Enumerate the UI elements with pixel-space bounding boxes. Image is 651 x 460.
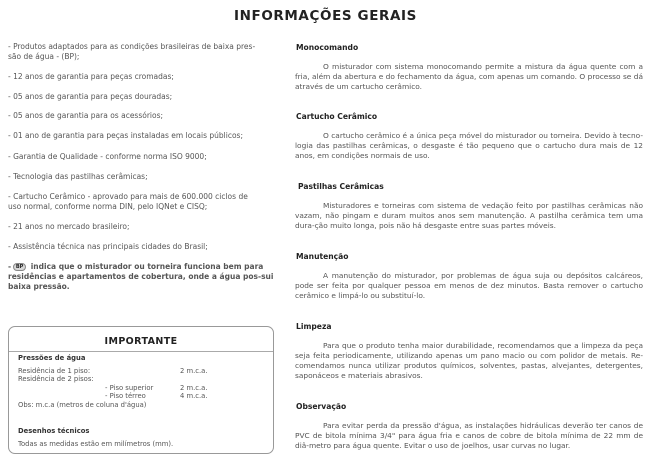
section-text: O cartucho cerâmico é a única peça móvel do misturador ou torneira. Devido à tecno-logia das pastilhas cerâmicas, o desgaste é tão pequeno que o cartucho dura mais de 12 anos, em condições normais de uso. [295, 131, 643, 160]
upper-floor-label: - Piso superior [105, 384, 154, 392]
section-title-monocomando: Monocomando [296, 43, 359, 52]
bp-badge: BP [13, 263, 26, 271]
section-text: Misturadores e torneiras com sistema de vedação feito por pastilhas cerâmicas não vazam, não pingam e duram muitos anos sem manutenção. A pastilha cerâmica tem uma dura-ção muito longa, pois não há desgaste entre suas partes móveis. [295, 201, 643, 230]
list-item: - 21 anos no mercado brasileiro; [8, 222, 130, 231]
section-text: Para que o produto tenha maior durabilidade, recomendamos que a limpeza da peça seja feita periodicamente, utilizando apenas um pano macio ou com polidor de metais. Re-comendamos nunca utilizar produtos químicos, solventes, pastas, alvejantes, detergentes, saponáceos e materiais abrasivos. [295, 341, 643, 380]
section-text: Para evitar perda da pressão d'água, as instalações hidráulicas deverão ter canos de PVC de bitola mínima 3/4" para água fria e canos de cobre de bitola mínima de 22 mm de diâ-metro para água quente. Evitar o uso de joelhos, usar curvas no lugar. [295, 421, 643, 450]
important-title: IMPORTANTE [104, 336, 178, 347]
list-item: - Garantia de Qualidade - conforme norma ISO 9000; [8, 152, 207, 161]
section-title-observacao: Observação [296, 402, 347, 411]
list-item: - 01 ano de garantia para peças instaladas em locais públicos; [8, 131, 243, 140]
section-body-pastilhas [295, 201, 643, 231]
list-item: - Tecnologia das pastilhas cerâmicas; [8, 172, 148, 181]
section-title-pastilhas: Pastilhas Cerâmicas [298, 182, 384, 191]
divider [9, 351, 273, 352]
page-title: INFORMAÇÕES GERAIS [233, 8, 418, 24]
bp-note-text: indica que o misturador ou torneira funciona bem para residências e apartamentos de cobertura, onde a água pos-sui baixa pressão. [8, 262, 274, 291]
section-body-manutencao [295, 271, 643, 301]
section-title-cartucho: Cartucho Cerâmico [296, 112, 378, 121]
important-box [8, 326, 274, 454]
section-title-limpeza: Limpeza [296, 322, 332, 331]
res1-label: Residência de 1 piso: [18, 367, 91, 375]
list-item: - Cartucho Cerâmico - aprovado para mais de 600.000 ciclos de uso normal, conforme norma DIN, pelo IQNet e CISQ; [8, 192, 248, 211]
tech-heading: Desenhos técnicos [18, 427, 90, 435]
pressures-heading: Pressões de água [18, 354, 86, 362]
res2-label: Residência de 2 pisos: [18, 375, 94, 383]
section-body-monocomando [295, 62, 643, 92]
section-text: O misturador com sistema monocomando permite a mistura da água quente com a fria, além da abertura e do fechamento da água, com apenas um comando. O processo se dá através de um cartucho cerâmico. [295, 62, 643, 91]
bp-note-prefix: - [8, 262, 12, 271]
section-body-observacao [295, 421, 643, 451]
ground-floor-label: - Piso térreo [105, 392, 146, 400]
bp-note [8, 262, 280, 292]
obs-text: Obs: m.c.a (metros de coluna d'água) [18, 401, 147, 409]
list-item: - Produtos adaptados para as condições brasileiras de baixa pres- são de água - (BP); [8, 42, 256, 61]
section-title-manutencao: Manutenção [296, 252, 349, 261]
section-body-cartucho [295, 131, 643, 161]
list-item: - 05 anos de garantia para os acessórios; [8, 111, 164, 120]
res1-value: 2 m.c.a. [180, 367, 208, 375]
ground-floor-value: 4 m.c.a. [180, 392, 208, 400]
tech-text: Todas as medidas estão em milímetros (mm). [18, 440, 174, 448]
upper-floor-value: 2 m.c.a. [180, 384, 208, 392]
list-item: - 12 anos de garantia para peças cromadas; [8, 72, 174, 81]
section-body-limpeza [295, 341, 643, 381]
section-text: A manutenção do misturador, por problemas de água suja ou depósitos calcáreos, pode ser feita por qualquer pessoa em menos de dez minutos. Basta remover o cartucho cerâmico e limpá-lo ou substituí-lo. [295, 271, 643, 300]
list-item: - 05 anos de garantia para peças douradas; [8, 92, 173, 101]
list-item: - Assistência técnica nas principais cidades do Brasil; [8, 242, 208, 251]
